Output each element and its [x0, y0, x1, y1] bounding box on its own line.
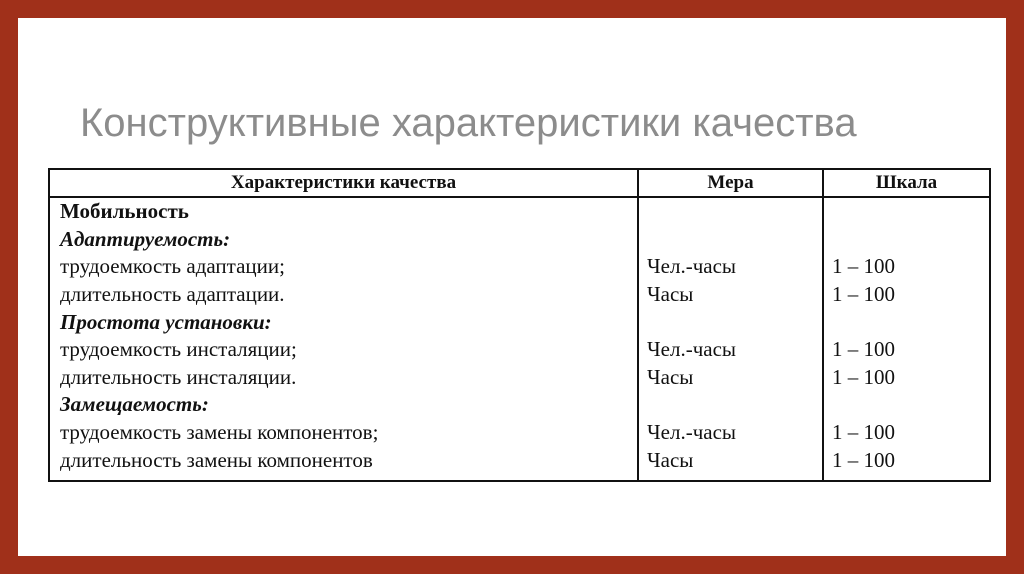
cell-measure: Часы	[638, 446, 823, 474]
table-body	[49, 197, 990, 481]
cell-scale: 1 – 100	[832, 364, 895, 389]
header-measure: Мера	[638, 169, 823, 197]
table-row	[49, 419, 990, 447]
cell-measure: Часы	[638, 281, 823, 309]
cell-measure: Чел.-часы	[638, 253, 823, 281]
cell-scale: 1 – 100	[832, 337, 895, 362]
table-row	[49, 364, 990, 392]
cell-scale: 1 – 100	[832, 447, 895, 472]
cell-characteristic: длительность замены компонентов	[49, 446, 638, 474]
table-row	[49, 197, 990, 226]
table-row	[49, 336, 990, 364]
table-header-row	[49, 169, 990, 197]
cell-scale	[823, 308, 990, 336]
cell-characteristic: Замещаемость:	[49, 391, 638, 419]
table-row	[49, 281, 990, 309]
cell-measure: Часы	[638, 364, 823, 392]
cell-scale: 1 – 100	[832, 254, 895, 279]
table-spacer	[49, 474, 990, 481]
cell-characteristic: трудоемкость инсталяции;	[49, 336, 638, 364]
table-row	[49, 391, 990, 419]
cell-characteristic: трудоемкость замены компонентов;	[49, 419, 638, 447]
cell-measure	[638, 226, 823, 254]
cell-scale	[823, 391, 990, 419]
cell-scale: 1 – 100	[832, 420, 895, 445]
cell-scale	[823, 197, 990, 226]
spacer-cell	[638, 474, 823, 481]
quality-characteristics-table	[48, 168, 991, 482]
header-scale: Шкала	[823, 169, 990, 197]
table-row	[49, 308, 990, 336]
cell-characteristic: Простота установки:	[49, 308, 638, 336]
header-characteristics: Характеристики качества	[49, 169, 638, 197]
cell-scale: 1 – 100	[832, 282, 895, 307]
spacer-cell	[823, 474, 990, 481]
cell-characteristic: длительность адаптации.	[49, 281, 638, 309]
cell-characteristic: Мобильность	[49, 197, 638, 226]
slide	[18, 18, 1006, 556]
cell-measure: Чел.-часы	[638, 336, 823, 364]
slide-title: Конструктивные характеристики качества	[80, 101, 857, 145]
cell-characteristic: длительность инсталяции.	[49, 364, 638, 392]
cell-characteristic: Адаптируемость:	[49, 226, 638, 254]
cell-scale	[823, 226, 990, 254]
table-row	[49, 226, 990, 254]
spacer-cell	[49, 474, 638, 481]
cell-characteristic: трудоемкость адаптации;	[49, 253, 638, 281]
cell-measure	[638, 308, 823, 336]
table-row	[49, 446, 990, 474]
cell-measure	[638, 391, 823, 419]
cell-measure: Чел.-часы	[638, 419, 823, 447]
table-row	[49, 253, 990, 281]
cell-measure	[638, 197, 823, 226]
